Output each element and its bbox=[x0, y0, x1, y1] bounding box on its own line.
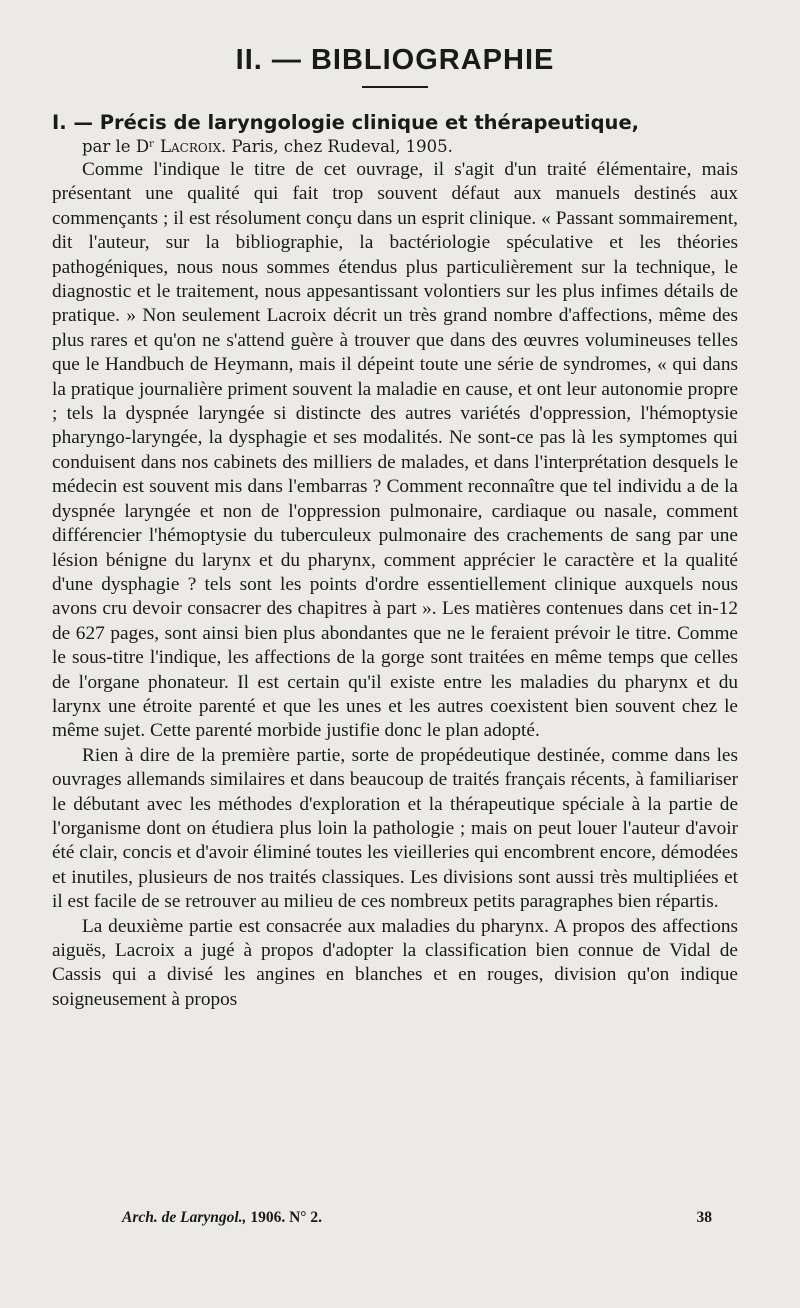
footer-citation bbox=[122, 1209, 322, 1227]
entry-heading bbox=[52, 110, 738, 136]
author-name: Lacroix bbox=[160, 137, 221, 156]
title-divider bbox=[362, 86, 428, 88]
author-prefix: par le Dʳ bbox=[82, 137, 155, 156]
entry-title: Précis de laryngologie clinique et thérapeutique, bbox=[99, 111, 640, 134]
paragraph-1: Comme l'indique le titre de cet ouvrage, il s'agit d'un traité élémentaire, mais présentant une qualité qui fait trop souvent défaut aux manuels destinés aux commençants ; il est résolument conçu dans un esprit clinique. « Passant sommairement, dit l'auteur, sur la bibliographie, la bactériologie spéculative et les théories pathogéniques, nous nous sommes étendus plus particulièrement sur la technique, le diagnostic et le traitement, nous appesantissant volontiers sur les plus infimes détails de pratique. » Non seulement Lacroix décrit un très grand nombre d'affections, même des plus rares et qu'on ne s'attend guère à trouver que dans des œuvres volumineuses telles que le Handbuch de Heymann, mais il dépeint toute une série de syndromes, « qui dans la pratique journalière priment souvent la maladie en cause, et ont leur autonomie propre ; tels la dyspnée laryngée si distincte des autres variétés d'oppression, l'hémoptysie pharyngo-laryngée, la dysphagie et ses modalités. Ne sont-ce pas là les symptomes qui conduisent dans nos cabinets des milliers de malades, et dans l'interprétation desquels le médecin est souvent mis dans l'embarras ? Comment reconnaître que tel individu a de la dyspnée laryngée et non de l'oppression pulmonaire, cardiaque ou nasale, comment différencier l'hémoptysie du tuberculeux pulmonaire des crachements de sang par une lésion bénigne du larynx et du pharynx, comment apprécier le caractère et la qualité d'une dysphagie ? tels sont les points d'ordre essentiellement clinique auxquels nous avons cru devoir consacrer des chapitres à part ». Les matières contenues dans cet in-12 de 627 pages, sont ainsi bien plus abondantes que ne le feraient prévoir le titre. Comme le sous-titre l'indique, les affections de la gorge sont traitées en même temps que celles de l'organe phonateur. Il est certain qu'il existe entre les maladies du pharynx et du larynx une étroite parenté et que les unes et les autres coexistent bien souvent chez le même sujet. Cette parenté morbide justifie donc le plan adopté. bbox=[52, 159, 738, 742]
entry-author-line bbox=[82, 136, 738, 158]
paragraph-3: La deuxième partie est consacrée aux maladies du pharynx. A propos des affections aiguës, Lacroix a jugé à propos d'adopter la classification bien connue de Vidal de Cassis qui a divisé les angines en blanches et en rouges, division qu'on indique soigneusement à propos bbox=[52, 915, 738, 1010]
page-number: 38 bbox=[696, 1209, 712, 1226]
page-footer bbox=[122, 1209, 712, 1227]
paragraph-2: Rien à dire de la première partie, sorte de propédeutique destinée, comme dans les ouvrages allemands similaires et dans beaucoup de traités français récents, à familiariser le débutant avec les méthodes d'exploration et la thérapeutique spéciale à la partie de l'organisme dont on étudiera plus loin la pathologie ; mais on peut louer l'auteur d'avoir été clair, concis et d'avoir éliminé toutes les vieilleries qui encombrent encore, démodées et inutiles, plusieurs de nos traités classiques. Les divisions sont aussi très multipliées et il est facile de se retrouver au milieu de ces nombreux petits paragraphes bien répartis. bbox=[52, 744, 738, 913]
section-title: II. — BIBLIOGRAPHIE bbox=[235, 44, 555, 76]
page bbox=[52, 40, 738, 1012]
review-body bbox=[52, 158, 738, 1012]
entry-number: I. — bbox=[52, 111, 93, 134]
journal-issue: 1906. N° 2. bbox=[250, 1209, 322, 1226]
journal-name: Arch. de Laryngol., bbox=[122, 1209, 247, 1226]
publication-info: . Paris, chez Rudeval, 1905. bbox=[221, 137, 453, 156]
